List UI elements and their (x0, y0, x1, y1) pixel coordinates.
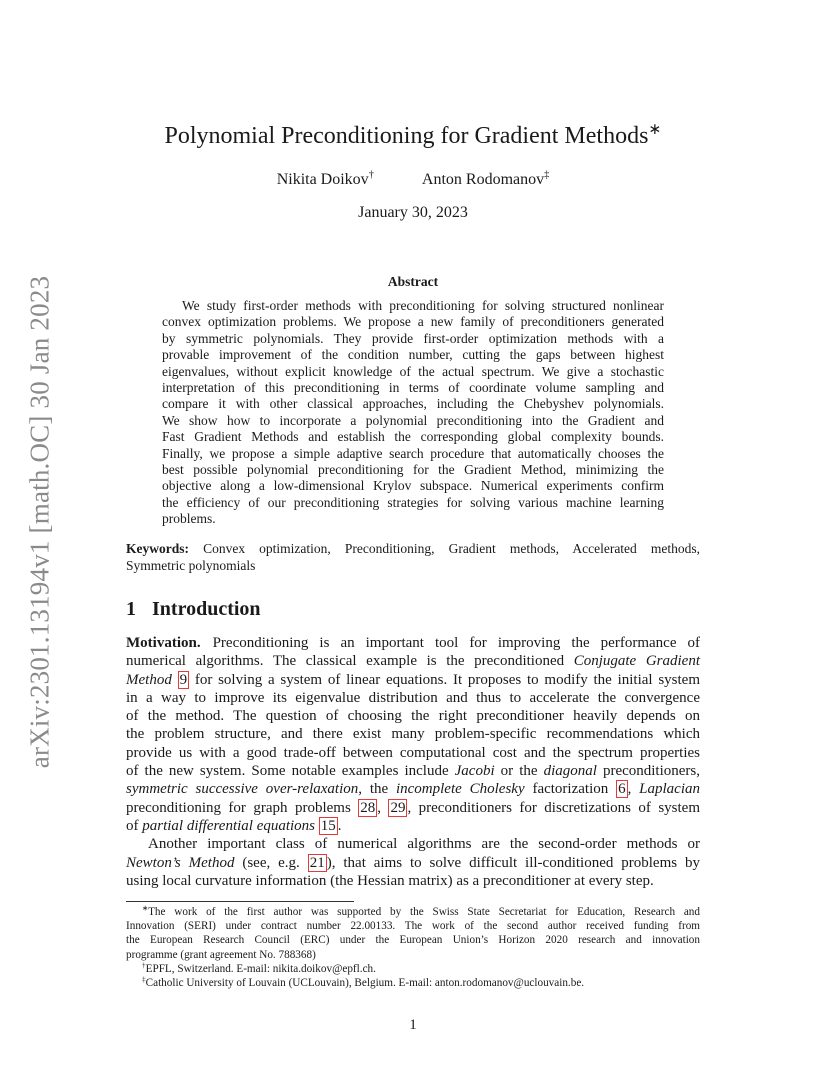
citation-link[interactable]: 15 (320, 817, 336, 834)
emphasis: Conjugate Gradient (573, 653, 700, 670)
abstract-line: eigenvalues, without explicit knowledge of the actual spectrum. We give a stochastic (162, 363, 664, 379)
text: , preconditioners for discretizations of system (407, 799, 701, 816)
text: (see, e.g. (234, 854, 308, 871)
abstract-line: objective along a low-dimensional Krylov subspace. Numerical experiments confirm (162, 478, 664, 494)
section-number: 1 (126, 598, 136, 620)
keywords-label: Keywords: (126, 541, 189, 556)
abstract-line: convex optimization problems. We propose a new family of preconditioners generated (162, 314, 664, 330)
author (422, 170, 549, 190)
text: preconditioning for graph problems (126, 799, 359, 816)
emphasis: diagonal (543, 763, 597, 780)
keywords-line: Symmetric polynomials (126, 558, 256, 573)
arxiv-stamp (10, 0, 70, 1072)
text: Preconditioning is an important tool for improving the performance of (212, 635, 700, 651)
section-title: Introduction (152, 598, 261, 620)
abstract-line: problems. (162, 511, 216, 527)
author-name: Anton Rodomanov (421, 171, 545, 188)
author-mark: † (368, 169, 374, 181)
author (277, 170, 374, 190)
citation-link[interactable]: 21 (309, 854, 325, 871)
text: of the new system. Some notable examples include (126, 763, 455, 780)
page-number: 1 (409, 1017, 417, 1033)
footnote-mark: † (142, 961, 146, 970)
author-mark: ‡ (544, 169, 550, 181)
body-line (126, 671, 700, 689)
text: or the (494, 763, 544, 780)
paper-date: January 30, 2023 (358, 204, 468, 221)
title-text: Polynomial Preconditioning for Gradient Methods (164, 123, 649, 149)
footnote-line (126, 976, 700, 990)
body-line (126, 817, 700, 835)
emphasis: partial differential equations (142, 817, 316, 834)
body-line: provide us with a good trade-off between computational cost and the spectrum properties (126, 744, 700, 761)
keywords-line (126, 540, 700, 557)
citation-link[interactable]: 29 (390, 799, 406, 816)
text: Catholic University of Louvain (UCLouvain), Belgium. E-mail: anton.rodomanov@uclouvain.be. (145, 977, 585, 990)
body-line: using local curvature information (the Hessian matrix) as a preconditioner at every step. (126, 872, 654, 889)
abstract-heading: Abstract (387, 274, 439, 289)
paper-title (126, 122, 700, 150)
emphasis: Newton’s Method (126, 854, 235, 871)
text: for solving a system of linear equations. It proposes to modify the initial system (189, 671, 701, 688)
body-line (126, 854, 700, 872)
body-line: the problem structure, and there exist many problem-specific recommendations which (126, 726, 700, 743)
abstract-line: We show how to incorporate a polynomial preconditioning into the Gradient and (162, 412, 664, 428)
title-footnote-mark: ∗ (648, 121, 662, 138)
text: EPFL, Switzerland. E-mail: nikita.doikov@epfl.ch. (145, 962, 376, 975)
footnote-rule (126, 901, 354, 902)
body-line: Another important class of numerical algorithms are the second-order methods or (148, 836, 700, 853)
body-line (126, 762, 700, 780)
abstract-line: Finally, we propose a simple adaptive search procedure that automatically chooses the (162, 445, 664, 461)
text: preconditioners, (596, 763, 700, 780)
footnote-line: Innovation (SERI) under contract number 22.00133. The work of the second author received funding from (126, 920, 700, 933)
abstract-line: Fast Gradient Methods and establish the corresponding global complexity bounds. (162, 429, 664, 445)
text: The work of the first author was supported by the Swiss State Secretariat for Education, Research and (148, 906, 700, 918)
footnote-mark: ‡ (142, 975, 146, 984)
arxiv-identifier: arXiv:2301.13194v1 [math.OC] 30 Jan 2023 (24, 275, 55, 769)
abstract-body (162, 298, 664, 528)
text: numerical algorithms. The classical example is the preconditioned (126, 653, 574, 670)
emphasis: Method (126, 671, 172, 688)
body-line: of the method. The question of choosing the right preconditioner heavily depends on (126, 708, 700, 725)
text: , the (358, 781, 396, 798)
text: . (337, 817, 342, 834)
body-line (126, 634, 700, 652)
body-line (126, 780, 700, 798)
keywords (126, 540, 700, 574)
footnote-line: the European Research Council (ERC) under the European Union’s Horizon 2020 research and innovation (126, 934, 700, 947)
body-line: in a way to improve its eigenvalue distribution and thus to accelerate the convergence (126, 689, 700, 706)
footnotes (126, 905, 700, 990)
citation-link[interactable]: 9 (179, 671, 188, 688)
text: ), that aims to solve difficult ill-conditioned problems by (326, 854, 700, 871)
section-heading (126, 598, 261, 621)
abstract-line: by symmetric polynomials. They provide first-order optimization methods with a (162, 330, 664, 346)
footnote-line (126, 962, 700, 976)
emphasis: Laplacian (639, 781, 701, 798)
citation-link[interactable]: 28 (360, 799, 376, 816)
abstract-line: interpretation of this preconditioning in terms of coordinate volume sampling and (162, 380, 664, 396)
motivation-label: Motivation. (126, 635, 201, 651)
text: factorization (524, 781, 617, 798)
author-list (126, 170, 700, 190)
body-line: preconditioning for graph problems 28 , 29 , preconditioners for discretizations of system (126, 799, 701, 816)
body-line (126, 652, 700, 670)
abstract-line: the efficiency of our preconditioning strategies for solving various machine learning (162, 494, 664, 510)
keywords-text: Convex optimization, Preconditioning, Gradient methods, Accelerated methods, (203, 541, 701, 556)
text: of (126, 817, 143, 834)
emphasis: Jacobi (454, 763, 495, 780)
abstract-line: We study first-order methods with preconditioning for solving structured nonlinear (182, 298, 664, 313)
intro-body (126, 634, 700, 890)
text: , (627, 781, 640, 798)
footnote-mark: ∗ (142, 904, 149, 913)
emphasis: incomplete Cholesky (395, 781, 525, 798)
emphasis: symmetric successive over-relaxation (126, 781, 359, 798)
abstract-line: best possible polynomial preconditioning for the Gradient Method, minimizing the (162, 462, 664, 478)
abstract-line: provable improvement of the condition number, cutting the gaps between highest (162, 347, 664, 363)
abstract-line: compare it with other classical approaches, including the Chebyshev polynomials. (162, 396, 664, 412)
author-name: Nikita Doikov (276, 171, 369, 188)
footnote-line (126, 905, 700, 919)
citation-link[interactable]: 6 (618, 781, 626, 798)
footnote-line: programme (grant agreement No. 788368) (126, 948, 316, 961)
